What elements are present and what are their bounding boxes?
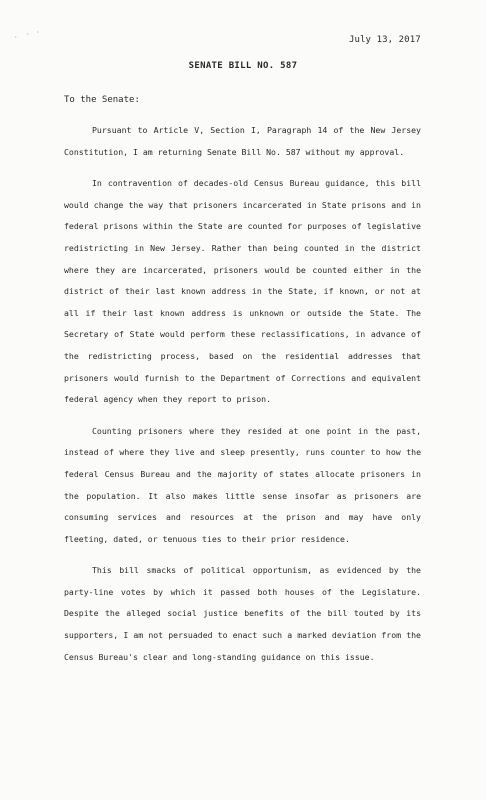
bill-title: SENATE BILL NO. 587 <box>188 61 298 71</box>
paragraph: Counting prisoners where they resided at one point in the past, instead of where they live and sleep presently, runs counter to how the federal Census Bureau and the majority of states allocate prisoners in the population. It also makes little sense insofar as prisoners are consuming services and resources at the prison and may have only fleeting, dated, or tenuous ties to their prior residence. <box>64 425 421 544</box>
scan-mark: · <box>26 31 30 38</box>
letter-date: July 13, 2017 <box>349 35 421 45</box>
letter-body <box>64 120 421 678</box>
paragraph: Pursuant to Article V, Section I, Paragraph 14 of the New Jersey Constitution, I am returning Senate Bill No. 587 without my approval. <box>64 125 421 157</box>
paragraph: In contravention of decades-old Census Bureau guidance, this bill would change the way that prisoners incarcerated in State prisons and in federal prisons within the State are counted for purposes of legislative redistricting in New Jersey. Rather than being counted in the district where they are incarcerated, prisoners would be counted either in the district of their last known address in the State, if known, or not at all if their last known address is unknown or outside the State. The Secretary of State would perform these reclassifications, in advance of the redistricting process, based on the residential addresses that prisoners would furnish to the Department of Corrections and equivalent federal agency when they report to prison. <box>64 178 421 405</box>
paragraph: This bill smacks of political opportunism, as evidenced by the party-line votes by which it passed both houses of the Legislature. Despite the alleged social justice benefits of the bill touted by its supporters, I am not persuaded to enact such a marked deviation from the Census Bureau's clear and long-standing guidance on this issue. <box>64 565 421 662</box>
salutation: To the Senate: <box>64 95 140 105</box>
scan-mark: · <box>36 29 40 36</box>
scan-mark: · <box>14 34 18 41</box>
